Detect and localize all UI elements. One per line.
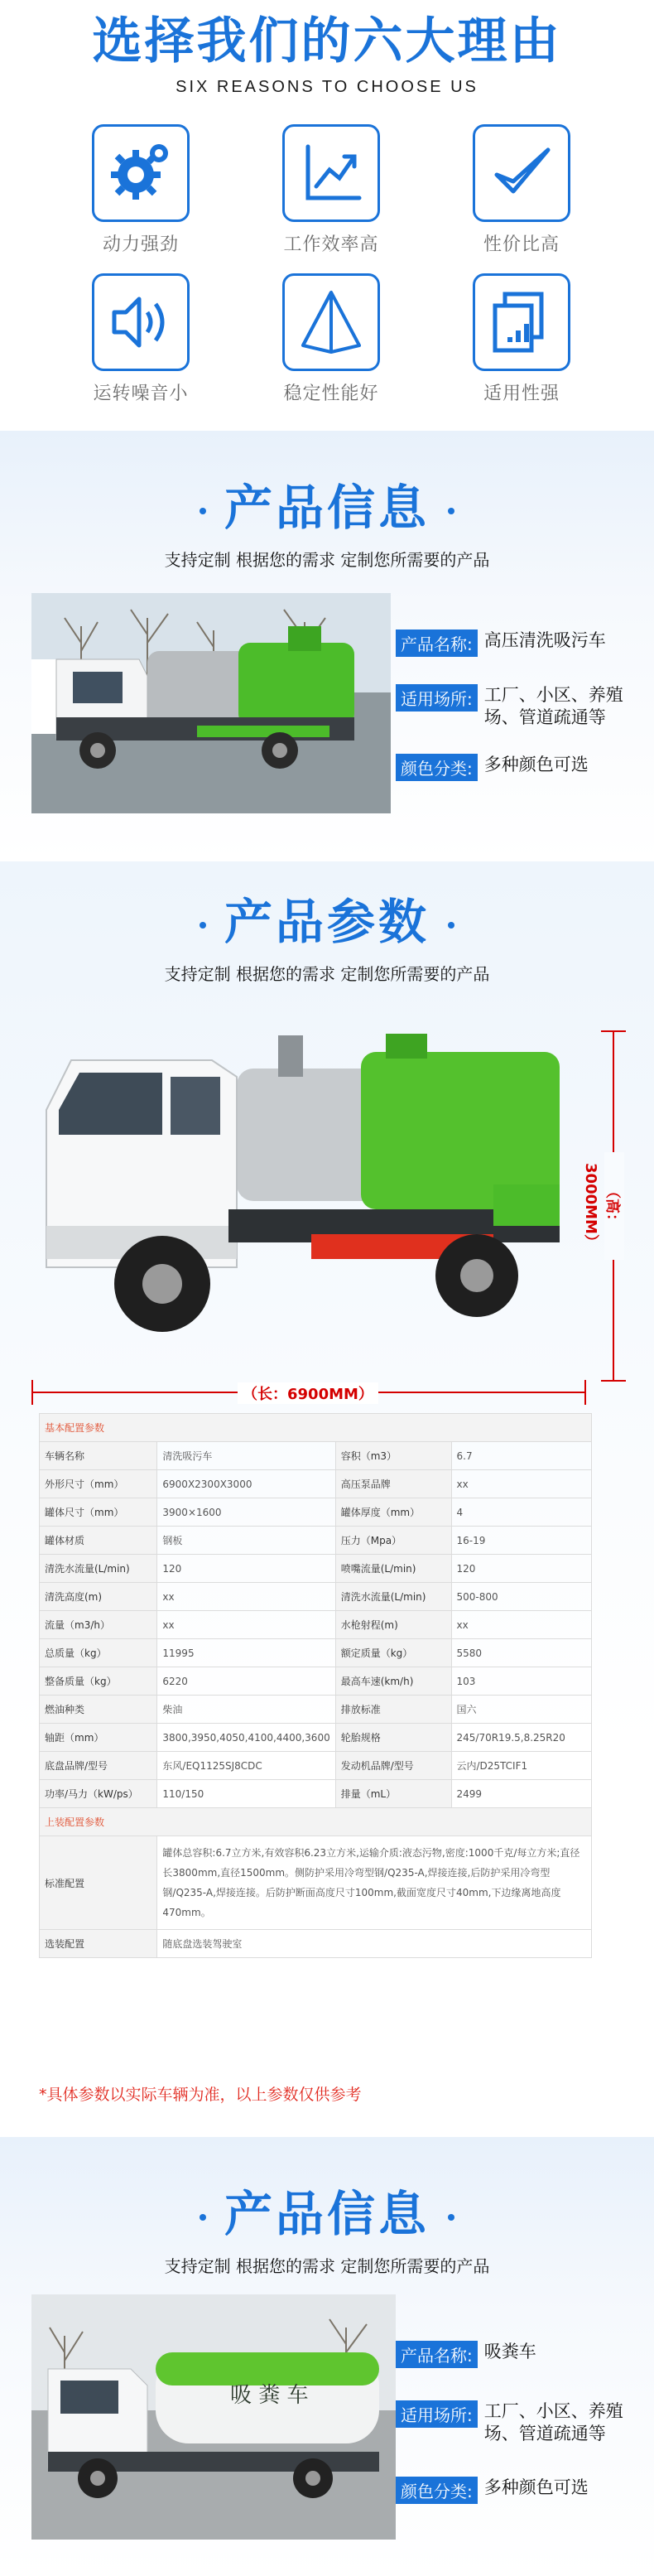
spec-value: 4	[451, 1498, 592, 1527]
table-row	[40, 1498, 592, 1527]
spec-key: 水枪射程(m)	[335, 1611, 451, 1639]
spec-key: 轮胎规格	[335, 1724, 451, 1752]
spec-value: 东风/EQ1125SJ8CDC	[157, 1752, 335, 1780]
gear-icon	[92, 124, 190, 222]
info-row-name	[396, 2341, 536, 2368]
truck-image	[31, 593, 391, 813]
spec-key: 选装配置	[40, 1930, 157, 1958]
table-row	[40, 1724, 592, 1752]
spec-key: 整备质量（kg）	[40, 1667, 157, 1696]
spec-key: 发动机品牌/型号	[335, 1752, 451, 1780]
table-row	[40, 1639, 592, 1667]
spec-value: 柴油	[157, 1696, 335, 1724]
spec-value: xx	[451, 1470, 592, 1498]
table-row	[40, 1836, 592, 1930]
spec-key: 轴距（mm）	[40, 1724, 157, 1752]
spec-value: 11995	[157, 1639, 335, 1667]
reasons-section	[0, 0, 654, 431]
info-key: 颜色分类:	[396, 754, 478, 781]
spec-key: 压力（Mpa）	[335, 1527, 451, 1555]
params-heading: 产品参数	[0, 883, 654, 953]
truck-side-text: 吸 粪 车	[230, 2383, 309, 2408]
info-row-name	[396, 630, 606, 657]
table-row	[40, 1583, 592, 1611]
reason-efficiency	[257, 124, 406, 256]
info-row-color	[396, 754, 589, 781]
params-desc: 支持定制 根据您的需求 定制您所需要的产品	[164, 964, 490, 984]
spec-key: 清洗水流量(L/min)	[40, 1555, 157, 1583]
info-row-color	[396, 2477, 589, 2504]
spec-key: 清洗水流量(L/min)	[335, 1583, 451, 1611]
table-row	[40, 1667, 592, 1696]
spec-key: 标准配置	[40, 1836, 157, 1930]
truck-diagram-image	[30, 1019, 576, 1383]
info-key: 颜色分类:	[396, 2477, 478, 2504]
spec-key: 高压泵品牌	[335, 1470, 451, 1498]
heading-dot	[200, 508, 206, 514]
spec-value: xx	[157, 1583, 335, 1611]
reason-label: 动力强劲	[102, 234, 179, 255]
table-row	[40, 1930, 592, 1958]
info-row-use	[396, 684, 642, 729]
group-title: 上装配置参数	[40, 1808, 592, 1836]
table-row	[40, 1780, 592, 1808]
info-row-use	[396, 2400, 642, 2445]
spec-key: 底盘品牌/型号	[40, 1752, 157, 1780]
spec-key: 车辆名称	[40, 1442, 157, 1470]
table-row	[40, 1752, 592, 1780]
spec-key: 喷嘴流量(L/min)	[335, 1555, 451, 1583]
product-info-section-1	[0, 431, 654, 861]
spec-key: 燃油种类	[40, 1696, 157, 1724]
info-value: 工厂、小区、养殖场、管道疏通等	[483, 685, 623, 727]
spec-value: 清洗吸污车	[157, 1442, 335, 1470]
height-label: （高：3000MM）	[604, 1152, 624, 1260]
spec-value: 罐体总容积:6.7立方米,有效容积6.23立方米,运输介质:液态污物,密度:1000千克/每立方米;直径长3800mm,直径1500mm。侧防护采用冷弯型钢/Q235-A,焊接连接,后防护采用冷弯型钢/Q235-A,焊接连接。后防护断面高度尺寸100mm,截面宽度尺寸40mm,下边缘离地高度470mm。	[157, 1836, 592, 1930]
spec-table	[39, 1413, 592, 1958]
info-key: 适用场所:	[396, 684, 478, 712]
info-key: 产品名称:	[396, 630, 478, 657]
reason-value	[447, 124, 596, 256]
disclaimer-note: *具体参数以实际车辆为准，以上参数仅供参考	[39, 2086, 362, 2104]
spec-key: 功率/马力（kW/ps）	[40, 1780, 157, 1808]
heading-dot	[448, 922, 454, 929]
spec-value: 110/150	[157, 1780, 335, 1808]
heading-dot	[200, 2214, 206, 2221]
info-value: 多种颜色可选	[483, 2477, 589, 2497]
table-row	[40, 1527, 592, 1555]
spec-key: 额定质量（kg）	[335, 1639, 451, 1667]
spec-key: 总质量（kg）	[40, 1639, 157, 1667]
spec-value: xx	[451, 1611, 592, 1639]
heading-dot	[200, 922, 206, 929]
spec-key: 外形尺寸（mm）	[40, 1470, 157, 1498]
reason-applicability	[447, 273, 596, 405]
spec-key: 清洗高度(m)	[40, 1583, 157, 1611]
spec-value: 3800,3950,4050,4100,4400,3600	[157, 1724, 335, 1752]
spec-value: 2499	[451, 1780, 592, 1808]
table-row	[40, 1696, 592, 1724]
table-row	[40, 1611, 592, 1639]
product-info-section-2	[0, 2137, 654, 2576]
spec-key: 最高车速(km/h)	[335, 1667, 451, 1696]
spec-value: 6.7	[451, 1442, 592, 1470]
reason-label: 性价比高	[483, 234, 560, 255]
spec-value: 16-19	[451, 1527, 592, 1555]
product-info-desc: 支持定制 根据您的需求 定制您所需要的产品	[164, 2256, 490, 2276]
spec-value: 钢板	[157, 1527, 335, 1555]
table-group-header	[40, 1808, 592, 1836]
spec-key: 罐体厚度（mm）	[335, 1498, 451, 1527]
spec-key: 排量（mL）	[335, 1780, 451, 1808]
check-icon	[473, 124, 570, 222]
spec-value: 3900×1600	[157, 1498, 335, 1527]
table-row	[40, 1470, 592, 1498]
truck-image	[31, 2294, 396, 2540]
info-key: 产品名称:	[396, 2341, 478, 2368]
reason-label: 适用性强	[483, 384, 560, 404]
info-value: 多种颜色可选	[483, 755, 589, 774]
reason-stability	[257, 273, 406, 405]
length-label: （长：6900MM）	[238, 1382, 378, 1404]
spec-value: 103	[451, 1667, 592, 1696]
info-value: 工厂、小区、养殖场、管道疏通等	[483, 2401, 623, 2443]
spec-value: 国六	[451, 1696, 592, 1724]
reason-label: 工作效率高	[283, 234, 379, 255]
spec-value: 120	[451, 1555, 592, 1583]
spec-value: 随底盘选装驾驶室	[157, 1930, 592, 1958]
spec-value: 120	[157, 1555, 335, 1583]
reasons-subtitle: SIX REASONS TO CHOOSE US	[176, 78, 478, 96]
table-row	[40, 1442, 592, 1470]
spec-value: 6900X2300X3000	[157, 1470, 335, 1498]
spec-value: 5580	[451, 1639, 592, 1667]
reason-power	[66, 124, 215, 256]
spec-key: 流量（m3/h）	[40, 1611, 157, 1639]
info-value: 吸粪车	[483, 2342, 536, 2361]
spec-value: 6220	[157, 1667, 335, 1696]
spec-key: 容积（m3）	[335, 1442, 451, 1470]
group-title: 基本配置参数	[40, 1414, 592, 1442]
spec-key: 罐体尺寸（mm）	[40, 1498, 157, 1527]
heading-dot	[448, 508, 454, 514]
chart-icon	[282, 124, 380, 222]
reason-label: 运转噪音小	[93, 384, 189, 404]
reasons-title: 选择我们的六大理由	[92, 12, 562, 70]
speaker-icon	[92, 273, 190, 371]
spec-value: 云内/D25TCIF1	[451, 1752, 592, 1780]
reason-noise	[66, 273, 215, 405]
reason-label: 稳定性能好	[283, 384, 379, 404]
product-info-heading: 产品信息	[0, 2175, 654, 2245]
product-info-heading: 产品信息	[0, 469, 654, 538]
table-group-header	[40, 1414, 592, 1442]
product-info-desc: 支持定制 根据您的需求 定制您所需要的产品	[164, 550, 490, 570]
spec-value: 500-800	[451, 1583, 592, 1611]
spec-key: 排放标准	[335, 1696, 451, 1724]
table-row	[40, 1555, 592, 1583]
heading-dot	[448, 2214, 454, 2221]
document-chart-icon	[473, 273, 570, 371]
spec-value: 245/70R19.5,8.25R20	[451, 1724, 592, 1752]
spec-key: 罐体材质	[40, 1527, 157, 1555]
spec-value: xx	[157, 1611, 335, 1639]
info-key: 适用场所:	[396, 2400, 478, 2428]
pyramid-icon	[282, 273, 380, 371]
info-value: 高压清洗吸污车	[483, 630, 606, 650]
